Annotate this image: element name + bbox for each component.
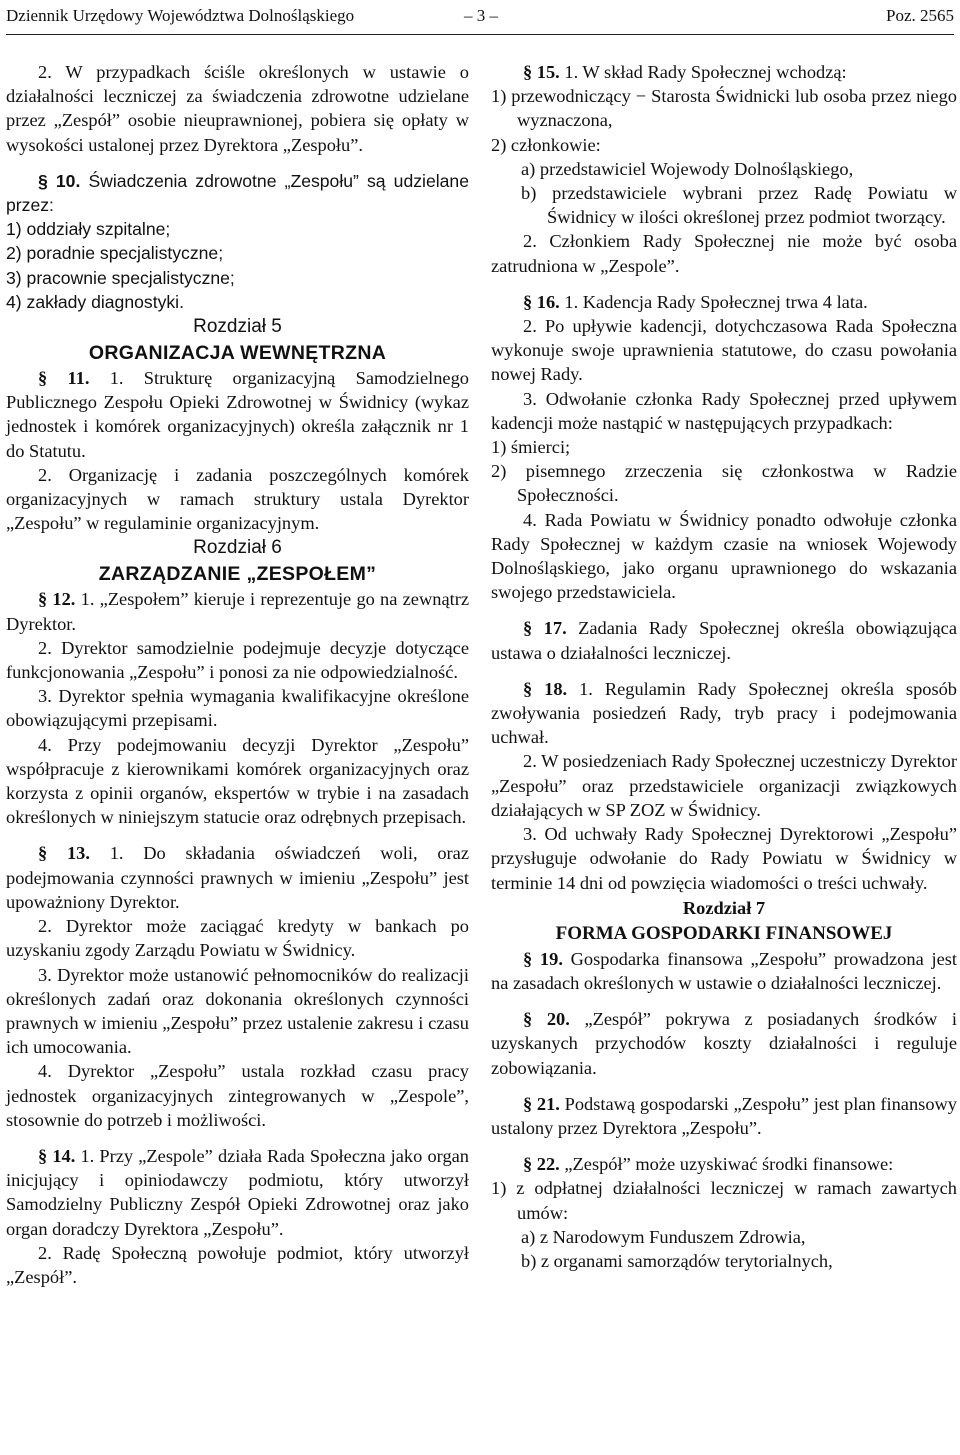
section-text: „Zespół” może uzyskiwać środki finansowe: — [559, 1154, 894, 1175]
section-number: § 19. — [523, 948, 563, 969]
section-16 — [491, 290, 957, 314]
section-number: § 14. — [38, 1145, 76, 1166]
paragraph: 2. Po upływie kadencji, dotychczasowa Rada Społeczna wykonuje swoje uprawnienia statutowe, do czasu powołania nowej Rady. — [491, 316, 957, 385]
chapter-label: Rozdział 6 — [193, 537, 282, 559]
section-11 — [6, 366, 469, 463]
paragraph: 2. W przypadkach ściśle określonych w ustawie o działalności leczniczej za świadczenia zdrowotne udzielane przez „Zespół” osobie nieuprawnionej, pobiera się opłaty w wysokości ustalonej przez Dyrektora „Zespołu”. — [6, 62, 469, 155]
section-text: 1. Przy „Zespole” działa Rada Społeczna jako organ inicjujący i opiniodawczy podmiotu, który utworzył Samodzielny Publiczny Zespół Opieki Zdrowotnej oraz jako organ doradczy Dyrektora „Zespołu”. — [6, 1145, 469, 1239]
chapter-title: ORGANIZACJA WEWNĘTRZNA — [88, 342, 387, 365]
paragraph: 2. Członkiem Rady Społecznej nie może być osoba zatrudniona w „Zespole”. — [491, 231, 957, 276]
section-number: § 16. — [523, 291, 560, 312]
chapter-title: FORMA GOSPODARKI FINANSOWEJ — [555, 922, 893, 944]
paragraph: 2. Dyrektor może zaciągać kredyty w bankach po uzyskaniu zgody Zarządu Powiatu w Świdnicy. — [6, 916, 469, 961]
sub-list-item: a) przedstawiciel Wojewody Dolnośląskiego, — [521, 158, 854, 179]
section-text: 1. „Zespołem” kieruje i reprezentuje go na zewnątrz Dyrektor. — [6, 589, 470, 634]
chapter-title: ZARZĄDZANIE „ZESPOŁEM” — [98, 563, 377, 586]
paragraph: 3. Odwołanie członka Rady Społecznej przed upływem kadencji może nastąpić w następujących przypadkach: — [491, 388, 957, 433]
page-number: – 3 – — [464, 6, 498, 25]
section-number: § 10. — [38, 170, 81, 191]
chapter-label: Rozdział 7 — [682, 897, 766, 918]
paragraph: 3. Dyrektor może ustanowić pełnomocników do realizacji określonych zadań oraz dokonania określonych czynności prawnych w imieniu „Zespołu” przez ustalenie zakresu i czasu ich umocowania. — [6, 964, 469, 1058]
section-21 — [491, 1092, 957, 1140]
section-19 — [491, 947, 957, 995]
list-item: 1) przewodniczący − Starosta Świdnicki lub osoba przez niego wyznaczona, — [491, 86, 957, 131]
section-14 — [6, 1144, 469, 1241]
paragraph: 3. Dyrektor spełnia wymagania kwalifikacyjne określone obowiązującymi przepisami. — [6, 686, 469, 731]
paragraph: 2. Dyrektor samodzielnie podejmuje decyzje dotyczące funkcjonowania „Zespołu” i ponosi za nie odpowiedzialność. — [6, 637, 469, 683]
list-item: 1) oddziały szpitalne; — [6, 219, 171, 240]
section-text: 1. Do składania oświadczeń woli, oraz podejmowania czynności prawnych w imieniu „Zespołu” jest upoważniony Dyrektor. — [6, 843, 469, 912]
sub-list-item: b) z organami samorządów terytorialnych, — [521, 1250, 833, 1271]
right-column — [491, 60, 957, 1273]
section-number: § 17. — [523, 618, 567, 639]
list-item: 2) poradnie specjalistyczne; — [6, 243, 224, 264]
paragraph: 2. Radę Społeczną powołuje podmiot, który utworzył „Zespół”. — [6, 1242, 469, 1287]
list-item: 1) śmierci; — [491, 437, 571, 458]
section-12 — [6, 587, 469, 635]
list-item: 2) członkowie: — [491, 134, 601, 155]
sub-list-item: b) przedstawiciele wybrani przez Radę Powiatu w Świdnicy w ilości określonej przez podmiot tworzący. — [521, 183, 957, 228]
paragraph: 3. Od uchwały Rady Społecznej Dyrektorowi „Zespołu” przysługuje odwołanie do Rady Powiatu w Świdnicy w terminie 14 dni od powzięcia wiadomości o treści uchwały. — [491, 824, 957, 893]
section-text: 1. Kadencja Rady Społecznej trwa 4 lata. — [559, 291, 868, 312]
section-17 — [491, 616, 957, 664]
paragraph: 4. Rada Powiatu w Świdnicy ponadto odwołuje członka Rady Społecznej w każdym czasie na wniosek Wojewody Dolnośląskiego, jako organu uprawnionego do wskazania swojego przedstawiciela. — [491, 509, 957, 603]
section-13 — [6, 841, 469, 914]
section-number: § 11. — [38, 368, 90, 389]
section-text: Zadania Rady Społecznej określa obowiązująca ustawa o działalności leczniczej. — [491, 618, 958, 663]
paragraph: 2. Organizację i zadania poszczególnych komórek organizacyjnych w ramach struktury ustala Dyrektor „Zespołu” w regulaminie organizacyjnym. — [6, 464, 469, 534]
section-number: § 18. — [523, 678, 568, 699]
section-text: Świadczenia zdrowotne „Zespołu” są udzielane przez: — [6, 170, 469, 216]
section-text: „Zespół” pokrywa z posiadanych środków i uzyskanych przychodów koszty działalności i reguluje zobowiązania. — [491, 1009, 958, 1078]
section-text: Podstawą gospodarski „Zespołu” jest plan finansowy ustalony przez Dyrektora „Zespołu”. — [491, 1093, 957, 1138]
left-column — [6, 60, 469, 1289]
list-item: 3) pracownie specjalistyczne; — [6, 267, 235, 288]
paragraph: 4. Przy podejmowaniu decyzji Dyrektor „Zespołu” współpracuje z kierownikami komórek organizacyjnych oraz korzysta z opinii organów, ekspertów w trybie i na zasadach określonych w niniejszym statucie oraz odrębnych przepisach. — [6, 734, 469, 828]
section-number: § 15. — [523, 62, 560, 82]
section-number: § 22. — [523, 1154, 560, 1175]
sub-list-item: a) z Narodowym Funduszem Zdrowia, — [521, 1226, 806, 1247]
section-15 — [491, 60, 957, 84]
chapter-label: Rozdział 5 — [193, 316, 282, 338]
section-text: Gospodarka finansowa „Zespołu” prowadzona jest na zasadach określonych w ustawie o działalności leczniczej. — [491, 948, 958, 993]
section-text: 1. Regulamin Rady Społecznej określa sposób zwoływania posiedzeń Rady, tryb pracy i podejmowania uchwał. — [491, 678, 958, 748]
section-22 — [491, 1152, 957, 1176]
list-item: 2) pisemnego zrzeczenia się członkostwa w Radzie Społeczności. — [491, 461, 957, 506]
section-number: § 12. — [38, 589, 76, 610]
list-item: 4) zakłady diagnostyki. — [6, 291, 184, 312]
section-10 — [6, 169, 469, 217]
section-20 — [491, 1007, 957, 1080]
section-text: 1. W skład Rady Społecznej wchodzą: — [559, 62, 847, 82]
section-18 — [491, 677, 957, 750]
section-number: § 21. — [523, 1093, 560, 1114]
paragraph: 4. Dyrektor „Zespołu” ustala rozkład czasu pracy jednostek organizacyjnych zintegrowanych w „Zespole”, stosownie do potrzeb i możliwości. — [6, 1061, 469, 1130]
position-number: Poz. 2565 — [886, 6, 954, 25]
section-text: 1. Strukturę organizacyjną Samodzielnego Publicznego Zespołu Opieki Zdrowotnej w Świdnicy (wykaz jednostek i komórek organizacyjnych) określa załącznik nr 1 do Statutu. — [6, 368, 469, 461]
paragraph: 2. W posiedzeniach Rady Społecznej uczestniczy Dyrektor „Zespołu” oraz przedstawiciele organizacji związkowych działających w SP ZOZ w Świdnicy. — [491, 751, 957, 820]
list-item: 1) z odpłatnej działalności leczniczej w ramach zawartych umów: — [491, 1178, 957, 1223]
page-header — [6, 0, 954, 35]
journal-title: Dziennik Urzędowy Województwa Dolnośląskiego — [6, 6, 355, 25]
section-number: § 13. — [38, 843, 90, 864]
section-number: § 20. — [523, 1009, 570, 1030]
